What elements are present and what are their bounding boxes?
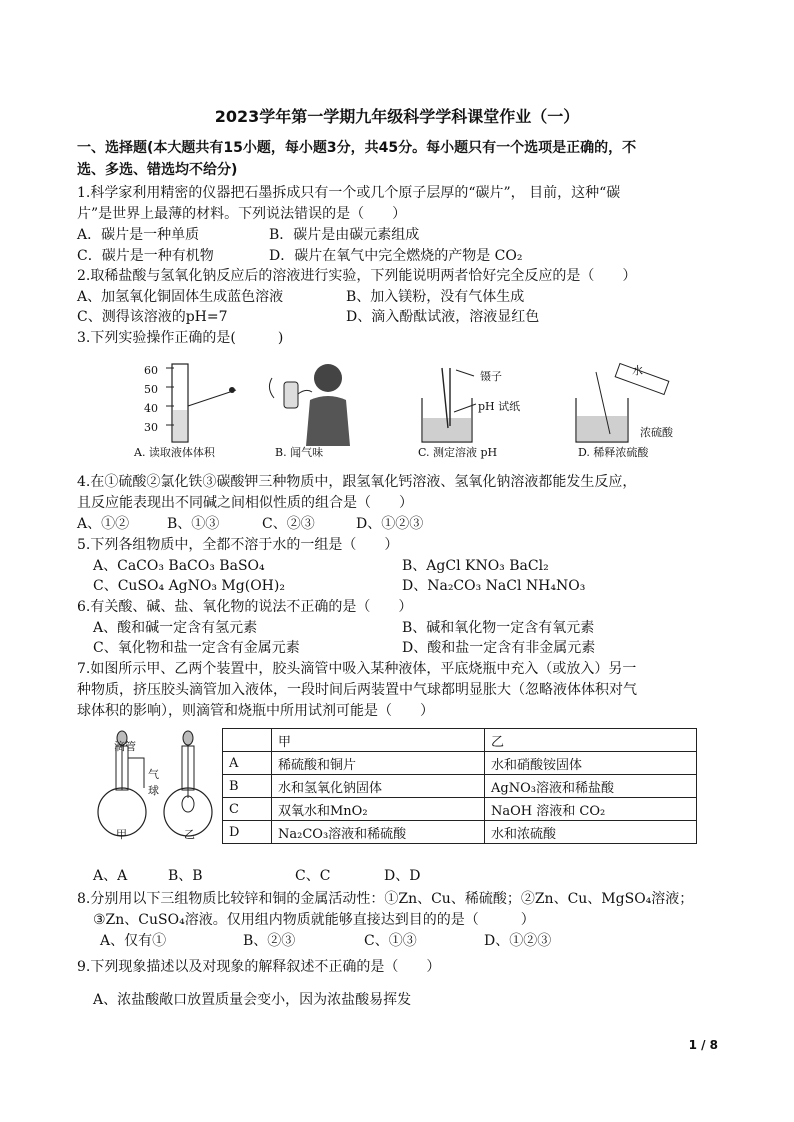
- table-cell: 水和氢氧化钠固体: [272, 775, 485, 798]
- q2-option-c: C、测得该溶液的pH=7: [77, 309, 228, 325]
- table-cell: B: [223, 775, 272, 798]
- q4-stem-cont: 且反应能表现出不同碱之间相似性质的组合是（ ）: [77, 495, 413, 511]
- scale-label-40: 40: [144, 402, 158, 415]
- smelling-figure: [262, 358, 372, 448]
- q4-option-a: A、①②: [77, 516, 130, 532]
- q1-stem: 1.科学家利用精密的仪器把石墨拆成只有一个或几个原子层厚的“碳片”， 目前，这种“碳: [77, 185, 621, 201]
- tweezers-label: 镊子: [480, 370, 502, 383]
- q5-option-c: C、CuSO₄ AgNO₃ Mg(OH)₂: [93, 578, 285, 594]
- water-label: 水: [632, 364, 643, 377]
- q7-option-a: A、A: [93, 868, 128, 884]
- table-row: [223, 798, 697, 821]
- q3-caption-d: D. 稀释浓硫酸: [578, 446, 649, 459]
- q8-option-c: C、①③: [364, 933, 417, 949]
- table-header-cell: 乙: [485, 729, 697, 752]
- table-cell: A: [223, 752, 272, 775]
- q1-stem-cont: 片”是世界上最薄的材料。下列说法错误的是（ ）: [77, 206, 407, 222]
- table-cell: C: [223, 798, 272, 821]
- table-header-cell: 甲: [272, 729, 485, 752]
- q2-option-b: B、加入镁粉，没有气体生成: [346, 289, 525, 305]
- q1-option-a: A．碳片是一种单质: [77, 227, 200, 243]
- scale-label-30: 30: [144, 421, 158, 434]
- q4-option-c: C、②③: [262, 516, 315, 532]
- q3-caption-a: A. 读取液体体积: [134, 446, 215, 459]
- q6-option-c: C、氧化物和盐一定含有金属元素: [93, 640, 300, 656]
- q4-option-b: B、①③: [167, 516, 220, 532]
- q3-caption-b: B. 闻气味: [275, 446, 324, 459]
- q7-stem-cont: 种物质，挤压胶头滴管加入液体，一段时间后两装置中气球都明显胀大（忽略液体体积对气: [77, 682, 637, 698]
- q7-option-d: D、D: [384, 868, 421, 884]
- q4-option-d: D、①②③: [356, 516, 424, 532]
- q2-option-a: A、加氢氧化铜固体生成蓝色溶液: [77, 289, 284, 305]
- q1-option-b: B．碳片是由碳元素组成: [269, 227, 420, 243]
- q5-option-a: A、CaCO₃ BaCO₃ BaSO₄: [93, 558, 265, 574]
- q7-option-c: C、C: [295, 868, 331, 884]
- q8-option-d: D、①②③: [484, 933, 552, 949]
- q8-option-b: B、②③: [243, 933, 296, 949]
- table-row: [223, 752, 697, 775]
- q8-option-a: A、仅有①: [100, 933, 167, 949]
- table-cell: 水和浓硫酸: [485, 821, 697, 844]
- scale-label-50: 50: [144, 383, 158, 396]
- q5-option-d: D、Na₂CO₃ NaCl NH₄NO₃: [402, 578, 586, 594]
- q4-stem: 4.在①硫酸②氯化铁③碳酸钾三种物质中，跟氢氧化钙溶液、氢氧化钠溶液都能发生反应，: [77, 474, 637, 490]
- q7-reagent-table: [222, 728, 697, 844]
- q3-caption-c: C. 测定溶液 pH: [418, 446, 498, 459]
- q5-option-b: B、AgCl KNO₃ BaCl₂: [402, 558, 549, 574]
- table-cell: 双氧水和MnO₂: [272, 798, 485, 821]
- dropper-label: 滴管: [114, 740, 136, 753]
- q8-stem: 8.分别用以下三组物质比较锌和铜的金属活动性：①Zn、Cu、稀硫酸；②Zn、Cu、MgSO₄溶液；: [77, 891, 694, 907]
- table-cell: Na₂CO₃溶液和稀硫酸: [272, 821, 485, 844]
- q6-option-a: A、酸和碱一定含有氢元素: [93, 620, 258, 636]
- table-cell: AgNO₃溶液和稀盐酸: [485, 775, 697, 798]
- table-header-row: [223, 729, 697, 752]
- q6-option-d: D、酸和盐一定含有非金属元素: [402, 640, 596, 656]
- q9-option-a: A、浓盐酸敞口放置质量会变小，因为浓盐酸易挥发: [93, 992, 412, 1008]
- q7-stem-cont2: 球体积的影响），则滴管和烧瓶中所用试剂可能是（ ）: [77, 703, 434, 719]
- q5-stem: 5.下列各组物质中，全都不溶于水的一组是（ ）: [77, 537, 399, 553]
- table-row: [223, 821, 697, 844]
- q1-option-d: D．碳片在氧气中完全燃烧的产物是 CO₂: [269, 248, 523, 264]
- scale-label-60: 60: [144, 364, 158, 377]
- page-title: 2023学年第一学期九年级科学学科课堂作业（一）: [214, 107, 580, 126]
- table-cell: 水和硝酸铵固体: [485, 752, 697, 775]
- q7-option-b: B、B: [168, 868, 203, 884]
- table-cell: D: [223, 821, 272, 844]
- section-heading: 一、选择题(本大题共有15小题，每小题3分，共45分。每小题只有一个选项是正确的，不: [77, 140, 637, 156]
- table-cell: NaOH 溶液和 CO₂: [485, 798, 697, 821]
- q8-stem-cont: ③Zn、CuSO₄溶液。仅用组内物质就能够直接达到目的的是（ ）: [93, 912, 535, 928]
- page-number: 1 / 8: [688, 1038, 718, 1052]
- q7-stem: 7.如图所示甲、乙两个装置中，胶头滴管中吸入某种液体，平底烧瓶中充入（或放入）另一: [77, 661, 637, 677]
- q9-stem: 9.下列现象描述以及对现象的解释叙述不正确的是（ ）: [77, 959, 441, 975]
- q3-stem: 3.下列实验操作正确的是( ): [77, 330, 284, 346]
- q6-stem: 6.有关酸、碱、盐、氧化物的说法不正确的是（ ）: [77, 599, 413, 615]
- balloon-label: 气球: [148, 768, 159, 797]
- acid-label: 浓硫酸: [640, 426, 673, 439]
- q6-option-b: B、碱和氧化物一定含有氧元素: [402, 620, 595, 636]
- section-heading-cont: 选、多选、错选均不给分): [77, 162, 238, 178]
- table-header-cell: [223, 729, 272, 752]
- flask-yi-label: 乙: [184, 828, 195, 841]
- table-cell: 稀硫酸和铜片: [272, 752, 485, 775]
- flask-jia-label: 甲: [116, 828, 127, 841]
- q2-option-d: D、滴入酚酞试液，溶液显红色: [346, 309, 540, 325]
- ph-paper-label: pH 试纸: [478, 400, 521, 413]
- q2-stem: 2.取稀盐酸与氢氧化钠反应后的溶液进行实验，下列能说明两者恰好完全反应的是（ ）: [77, 268, 637, 284]
- table-row: [223, 775, 697, 798]
- q1-option-c: C．碳片是一种有机物: [77, 248, 214, 264]
